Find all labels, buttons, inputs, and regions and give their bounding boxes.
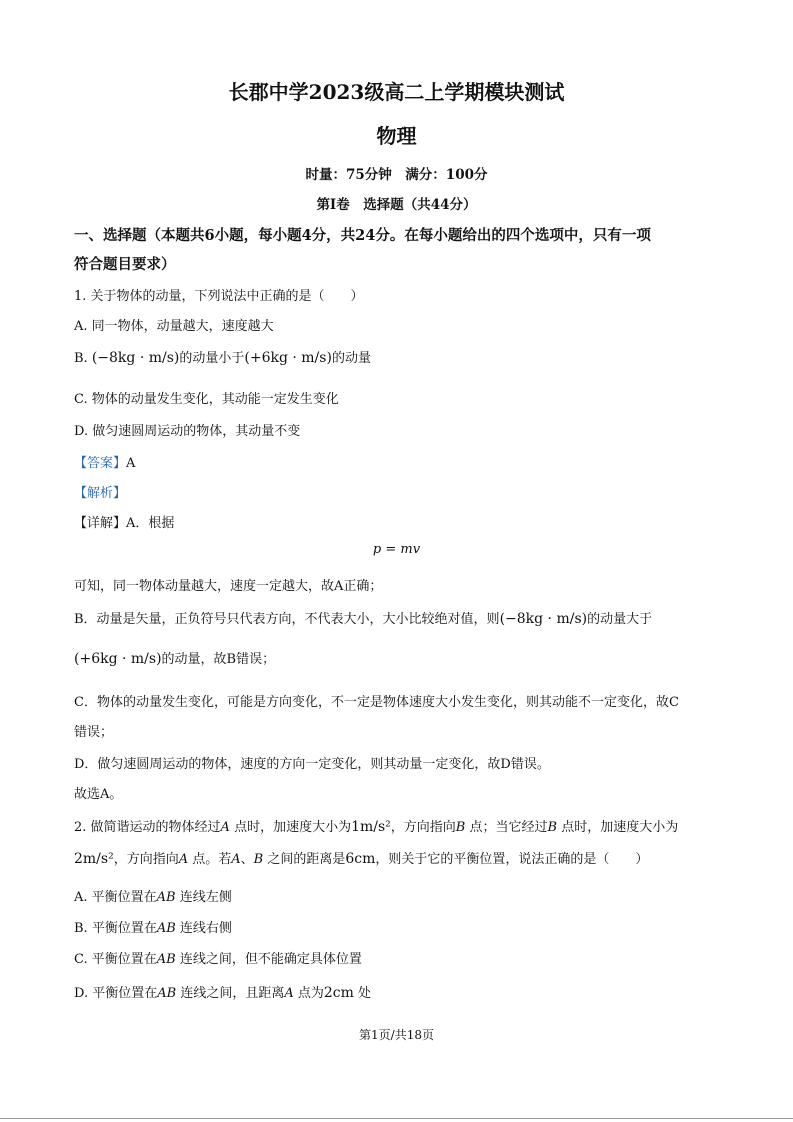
- analysis-tag: 【解析】: [74, 486, 127, 501]
- volume-title: 第Ⅰ卷 选择题（共44分）: [316, 197, 477, 213]
- point-a-label: A: [178, 852, 189, 867]
- q1-option-b-math2: (+6kg · m/s): [244, 350, 332, 366]
- q1-explain-b-line1: [74, 611, 652, 628]
- exam-title: 长郡中学2023级高二上学期模块测试: [228, 80, 565, 104]
- point-b-label: B: [455, 820, 466, 835]
- q1-conclusion: 故选A。: [74, 787, 123, 802]
- q2-opt-a-prefix: A. 平衡位置在: [74, 890, 157, 905]
- q2-opt-d-mid: 连线之间，且距离: [176, 986, 285, 1001]
- expl-b1-prefix: B．动量是矢量，正负符号只代表方向，不代表大小，大小比较绝对值，则: [74, 612, 500, 627]
- q2-opt-d-distance: 2cm: [323, 985, 354, 1001]
- q1-explain-c-line2: 错误；: [74, 725, 114, 740]
- momentum-formula: p = mv: [372, 542, 421, 557]
- point-a-label: A: [284, 986, 294, 1001]
- answer-tag: 【答案】: [74, 456, 127, 471]
- distance-value: 6cm: [345, 851, 376, 867]
- acc-value-2: 2m/s²: [74, 851, 114, 867]
- q2-s2a: ，方向指向: [113, 852, 179, 867]
- segment-ab-label: AB: [156, 952, 176, 967]
- expl-b1-math: (−8kg · m/s): [499, 611, 588, 627]
- q1-option-a: A. 同一物体，动量越大，速度越大: [74, 319, 274, 334]
- q2-opt-d-suffix: 处: [353, 986, 372, 1001]
- q2-option-d: [74, 985, 371, 1002]
- q2-s2c: 、: [240, 852, 254, 867]
- q2-s2b: 点。若: [188, 852, 232, 867]
- subject-title: 物理: [376, 124, 417, 148]
- q1-explain-b-line2: [74, 651, 275, 668]
- q2-s2d: 之间的距离是: [263, 852, 346, 867]
- expl-b1-suffix: 的动量大于: [587, 612, 653, 627]
- q1-detail: [74, 516, 174, 532]
- q1-explain-c-line1: C．物体的动量发生变化，可能是方向变化，不一定是物体速度大小发生变化，则其动能不一定变化，故C: [74, 695, 679, 710]
- q2-s2e: ，则关于它的平衡位置，说法正确的是（ ）: [375, 852, 649, 867]
- exam-meta: 时量：75分钟 满分：100分: [305, 167, 488, 183]
- detail-intro: A．根据: [126, 516, 175, 531]
- q2-option-b: [74, 921, 232, 937]
- q2-s1e: 点时，加速度大小为: [557, 820, 679, 835]
- detail-tag: 【详解】: [74, 516, 127, 531]
- section-heading-line1: 一、选择题（本题共6小题，每小题4分，共24分。在每小题给出的四个选项中，只有一项: [74, 227, 651, 244]
- acc-value-1: 1m/s²: [351, 819, 391, 835]
- answer-value: A: [126, 456, 136, 471]
- q2-opt-a-suffix: 连线左侧: [175, 890, 232, 905]
- q1-option-b-prefix: B.: [74, 351, 92, 366]
- q1-option-d: D. 做匀速圆周运动的物体，其动量不变: [74, 424, 301, 439]
- q2-s1c: ，方向指向: [390, 820, 456, 835]
- q2-opt-c-prefix: C. 平衡位置在: [74, 952, 157, 967]
- q2-stem-line2: [74, 851, 648, 868]
- q2-s1d: 点；当它经过: [465, 820, 548, 835]
- q1-stem: 1. 关于物体的动量，下列说法中正确的是（ ）: [74, 289, 364, 304]
- segment-ab-label: AB: [157, 986, 177, 1001]
- q2-stem-line1: [74, 819, 678, 836]
- q1-explain-a: 可知，同一物体动量越大，速度一定越大，故A正确；: [74, 579, 383, 594]
- q2-option-c: [74, 952, 362, 968]
- q1-option-b-suffix: 的动量: [331, 351, 371, 366]
- q2-s1a: 2. 做简谐运动的物体经过: [74, 820, 221, 835]
- point-a-label: A: [231, 852, 241, 867]
- q1-option-b-math1: (−8kg · m/s): [91, 350, 180, 366]
- point-b-label: B: [253, 852, 264, 867]
- point-b-label: B: [547, 820, 558, 835]
- q2-opt-d-prefix: D. 平衡位置在: [74, 986, 158, 1001]
- q2-opt-c-suffix: 连线之间，但不能确定具体位置: [175, 952, 362, 967]
- section-heading-line2: 符合题目要求）: [74, 256, 176, 273]
- q1-answer: [74, 456, 135, 472]
- q2-opt-b-suffix: 连线右侧: [175, 921, 232, 936]
- point-a-label: A: [220, 820, 230, 835]
- page-footer: 第1页/共18页: [359, 1028, 434, 1042]
- q1-option-b-mid: 的动量小于: [179, 351, 245, 366]
- page-bottom-divider: [0, 1118, 793, 1119]
- segment-ab-label: AB: [156, 890, 176, 905]
- segment-ab-label: AB: [156, 921, 176, 936]
- expl-b2-math: (+6kg · m/s): [74, 651, 162, 667]
- q2-opt-d-mid2: 点为: [293, 986, 324, 1001]
- q1-explain-d: D．做匀速圆周运动的物体，速度的方向一定变化，则其动量一定变化，故D错误。: [74, 757, 550, 772]
- q2-s1b: 点时，加速度大小为: [229, 820, 352, 835]
- q2-option-a: [74, 890, 232, 906]
- q2-opt-b-prefix: B. 平衡位置在: [74, 921, 157, 936]
- q1-option-b: [74, 350, 371, 367]
- q1-option-c: C. 物体的动量发生变化，其动能一定发生变化: [74, 392, 339, 407]
- expl-b2-suffix: 的动量，故B错误；: [161, 652, 276, 667]
